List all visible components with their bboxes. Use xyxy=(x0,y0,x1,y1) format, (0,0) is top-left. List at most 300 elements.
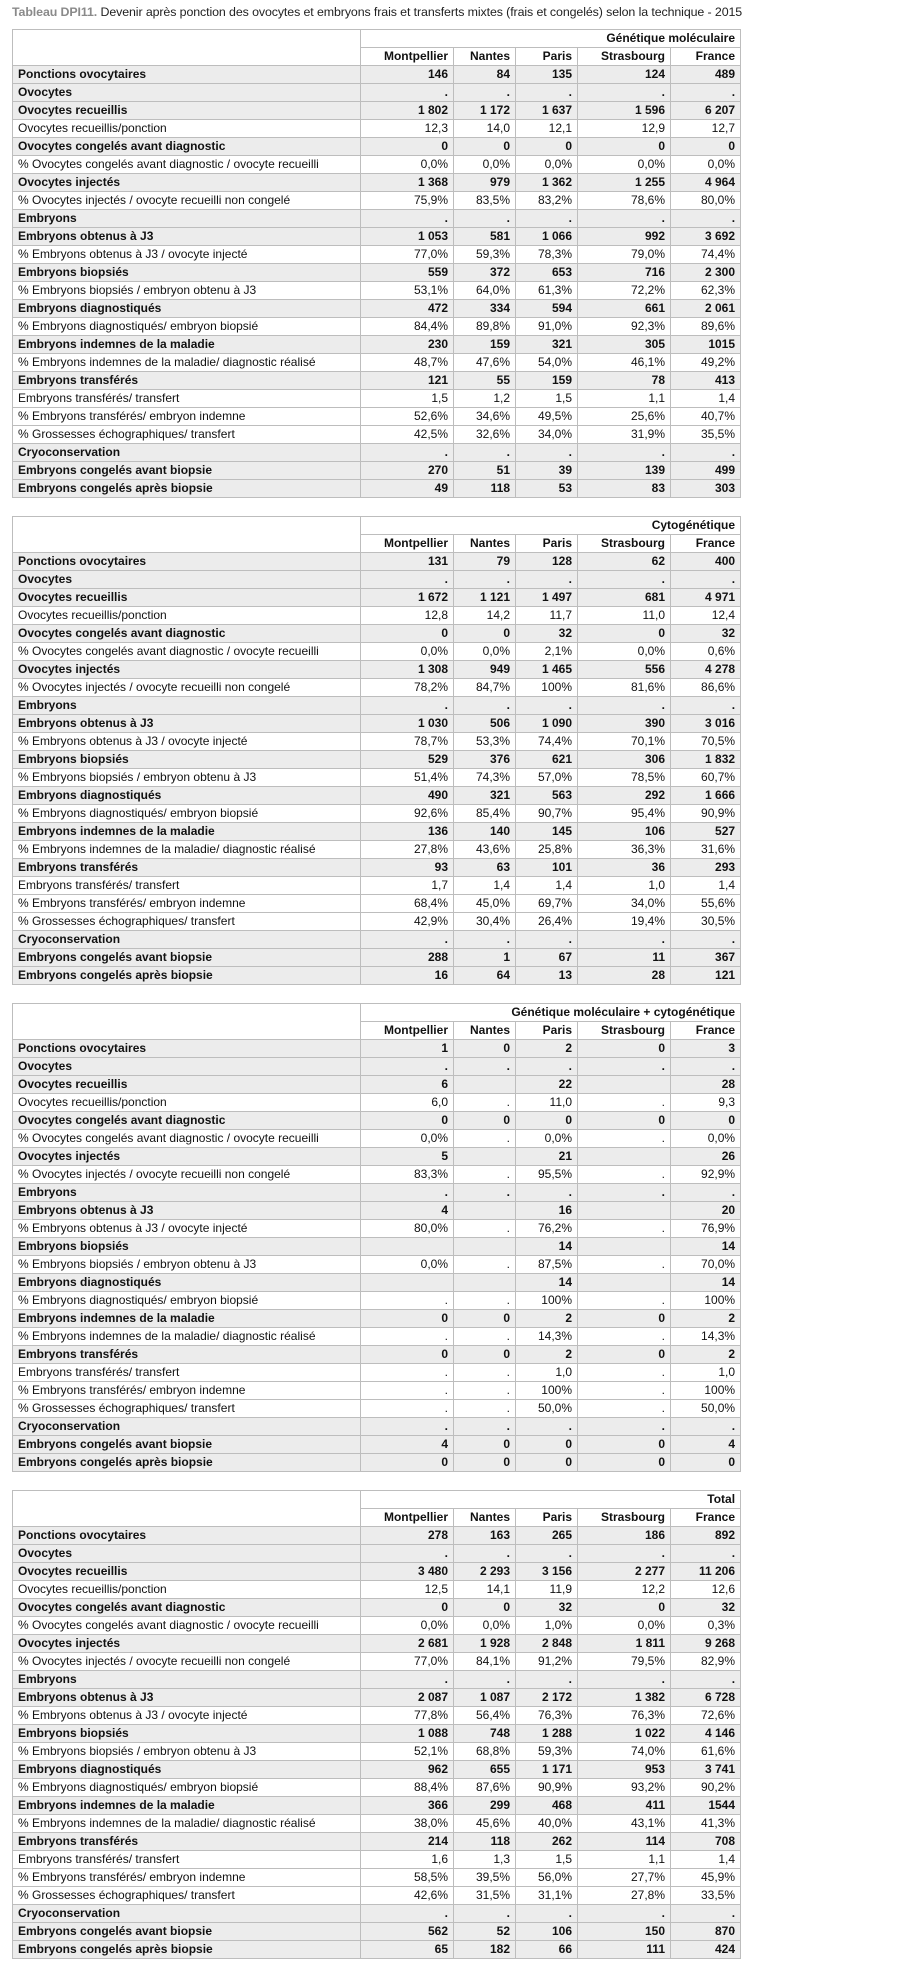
cell-value: 1 288 xyxy=(516,1725,578,1743)
cell-value: 621 xyxy=(516,751,578,769)
cell-value: 1,0 xyxy=(671,1364,741,1382)
cell-value: 25,6% xyxy=(578,408,671,426)
cell-value: . xyxy=(454,444,516,462)
cell-value: 4 xyxy=(671,1436,741,1454)
cell-value: 1 030 xyxy=(361,715,454,733)
row-label: % Embryons transférés/ embryon indemne xyxy=(13,895,361,913)
cell-value: . xyxy=(516,84,578,102)
column-header: Montpellier xyxy=(361,1509,454,1527)
cell-value: . xyxy=(516,1058,578,1076)
table-row xyxy=(13,967,741,985)
table-row xyxy=(13,1581,741,1599)
cell-value: 60,7% xyxy=(671,769,741,787)
cell-value: 9,3 xyxy=(671,1094,741,1112)
row-label: Embryons biopsiés xyxy=(13,751,361,769)
cell-value: 92,6% xyxy=(361,805,454,823)
cell-value: 91,2% xyxy=(516,1653,578,1671)
table-row xyxy=(13,1220,741,1238)
cell-value: 2 061 xyxy=(671,300,741,318)
cell-value: 31,9% xyxy=(578,426,671,444)
table-row xyxy=(13,1653,741,1671)
column-header: Strasbourg xyxy=(578,48,671,66)
cell-value: 6 207 xyxy=(671,102,741,120)
cell-value: 27,8% xyxy=(578,1887,671,1905)
cell-value: 413 xyxy=(671,372,741,390)
cell-value: 40,7% xyxy=(671,408,741,426)
cell-value: 14 xyxy=(671,1238,741,1256)
row-label: % Embryons diagnostiqués/ embryon biopsié xyxy=(13,1292,361,1310)
cell-value: 42,6% xyxy=(361,1887,454,1905)
row-label: % Embryons obtenus à J3 / ovocyte injecté xyxy=(13,1220,361,1238)
cell-value: . xyxy=(454,1545,516,1563)
cell-value: 75,9% xyxy=(361,192,454,210)
cell-value: 53,3% xyxy=(454,733,516,751)
cell-value: 80,0% xyxy=(361,1220,454,1238)
row-label: % Embryons indemnes de la maladie/ diagnostic réalisé xyxy=(13,1328,361,1346)
cell-value: . xyxy=(454,1130,516,1148)
cell-value: 472 xyxy=(361,300,454,318)
row-label: Embryons xyxy=(13,1671,361,1689)
cell-value: 139 xyxy=(578,462,671,480)
cell-value: . xyxy=(361,1400,454,1418)
cell-value: 26,4% xyxy=(516,913,578,931)
cell-value: 140 xyxy=(454,823,516,841)
cell-value: . xyxy=(361,1382,454,1400)
row-label: Embryons transférés xyxy=(13,1833,361,1851)
cell-value: 32 xyxy=(516,625,578,643)
table-row xyxy=(13,156,741,174)
cell-value: 661 xyxy=(578,300,671,318)
cell-value: 49 xyxy=(361,480,454,498)
cell-value: 5 xyxy=(361,1148,454,1166)
cell-value: . xyxy=(578,444,671,462)
cell-value: 124 xyxy=(578,66,671,84)
table-row xyxy=(13,733,741,751)
cell-value: . xyxy=(671,84,741,102)
cell-value: 265 xyxy=(516,1527,578,1545)
cell-value: 0 xyxy=(516,1436,578,1454)
table-row xyxy=(13,1761,741,1779)
cell-value: 111 xyxy=(578,1941,671,1959)
cell-value: 52,6% xyxy=(361,408,454,426)
cell-value: 80,0% xyxy=(671,192,741,210)
cell-value: 0,0% xyxy=(516,1130,578,1148)
cell-value: 53,1% xyxy=(361,282,454,300)
cell-value xyxy=(454,1238,516,1256)
cell-value: 563 xyxy=(516,787,578,805)
cell-value: 50,0% xyxy=(516,1400,578,1418)
cell-value: 89,8% xyxy=(454,318,516,336)
table-genetique-moleculaire xyxy=(12,29,741,498)
table-row xyxy=(13,1617,741,1635)
table-row xyxy=(13,1310,741,1328)
row-label: % Embryons obtenus à J3 / ovocyte injecté xyxy=(13,246,361,264)
cell-value: 0,0% xyxy=(361,1130,454,1148)
cell-value: 0 xyxy=(578,1040,671,1058)
cell-value: 0,0% xyxy=(578,156,671,174)
cell-value: . xyxy=(361,1292,454,1310)
cell-value: 424 xyxy=(671,1941,741,1959)
cell-value: 499 xyxy=(671,462,741,480)
row-label: Ovocytes xyxy=(13,1545,361,1563)
cell-value: 31,5% xyxy=(454,1887,516,1905)
cell-value: 81,6% xyxy=(578,679,671,697)
cell-value: 1 xyxy=(361,1040,454,1058)
cell-value: 76,2% xyxy=(516,1220,578,1238)
row-label: Embryons obtenus à J3 xyxy=(13,228,361,246)
cell-value: 78 xyxy=(578,372,671,390)
section-title-row xyxy=(13,1491,741,1509)
cell-value: 56,0% xyxy=(516,1869,578,1887)
cell-value: 52 xyxy=(454,1923,516,1941)
cell-value: 14,2 xyxy=(454,607,516,625)
cell-value: . xyxy=(454,1400,516,1418)
cell-value: 655 xyxy=(454,1761,516,1779)
cell-value: 32 xyxy=(516,1599,578,1617)
row-label: Ovocytes recueillis xyxy=(13,1076,361,1094)
cell-value: 1 362 xyxy=(516,174,578,192)
cell-value: 0,0% xyxy=(578,643,671,661)
cell-value: 33,5% xyxy=(671,1887,741,1905)
column-header: Nantes xyxy=(454,1509,516,1527)
cell-value: 0 xyxy=(516,138,578,156)
cell-value: . xyxy=(671,1545,741,1563)
cell-value: 1,0 xyxy=(578,877,671,895)
cell-value: 25,8% xyxy=(516,841,578,859)
table-row xyxy=(13,787,741,805)
cell-value: . xyxy=(454,1184,516,1202)
cell-value: 292 xyxy=(578,787,671,805)
cell-value: 88,4% xyxy=(361,1779,454,1797)
cell-value: 1 053 xyxy=(361,228,454,246)
cell-value: 27,8% xyxy=(361,841,454,859)
cell-value: . xyxy=(578,210,671,228)
cell-value: 3 741 xyxy=(671,1761,741,1779)
cell-value: 48,7% xyxy=(361,354,454,372)
cell-value: 1544 xyxy=(671,1797,741,1815)
cell-value: . xyxy=(361,1905,454,1923)
cell-value: 6,0 xyxy=(361,1094,454,1112)
cell-value: 2 087 xyxy=(361,1689,454,1707)
cell-value: . xyxy=(516,931,578,949)
cell-value: . xyxy=(516,1545,578,1563)
cell-value: 1 087 xyxy=(454,1689,516,1707)
row-label: Embryons transférés xyxy=(13,1346,361,1364)
row-label: Embryons transférés/ transfert xyxy=(13,877,361,895)
row-label: Embryons congelés après biopsie xyxy=(13,480,361,498)
cell-value: 1,5 xyxy=(516,1851,578,1869)
cell-value: 87,5% xyxy=(516,1256,578,1274)
cell-value: 45,0% xyxy=(454,895,516,913)
row-label: Embryons congelés après biopsie xyxy=(13,1941,361,1959)
cell-value: 390 xyxy=(578,715,671,733)
table-row xyxy=(13,1238,741,1256)
table-row xyxy=(13,571,741,589)
cell-value: 2 xyxy=(516,1310,578,1328)
row-label: Embryons diagnostiqués xyxy=(13,787,361,805)
cell-value: 1 802 xyxy=(361,102,454,120)
cell-value: 13 xyxy=(516,967,578,985)
table-row xyxy=(13,246,741,264)
cell-value: 34,6% xyxy=(454,408,516,426)
cell-value: 1 xyxy=(454,949,516,967)
row-label: Ovocytes recueillis/ponction xyxy=(13,1094,361,1112)
section-title-row xyxy=(13,517,741,535)
column-header: Nantes xyxy=(454,48,516,66)
cell-value: 64,0% xyxy=(454,282,516,300)
cell-value: 0,0% xyxy=(671,156,741,174)
section-title-row xyxy=(13,30,741,48)
row-label: % Embryons biopsiés / embryon obtenu à J3 xyxy=(13,1256,361,1274)
row-label: Cryoconservation xyxy=(13,1905,361,1923)
cell-value: 372 xyxy=(454,264,516,282)
cell-value: . xyxy=(454,1905,516,1923)
cell-value: 14 xyxy=(516,1238,578,1256)
table-row xyxy=(13,120,741,138)
row-label: Ovocytes xyxy=(13,571,361,589)
cell-value: . xyxy=(454,1220,516,1238)
table-row xyxy=(13,1635,741,1653)
cell-value: 1 672 xyxy=(361,589,454,607)
cell-value: . xyxy=(454,697,516,715)
cell-value: 59,3% xyxy=(454,246,516,264)
cell-value: 65 xyxy=(361,1941,454,1959)
cell-value: 72,2% xyxy=(578,282,671,300)
cell-value: 14,1 xyxy=(454,1581,516,1599)
cell-value: 562 xyxy=(361,1923,454,1941)
cell-value: 0 xyxy=(454,1454,516,1472)
header-empty-cell xyxy=(13,517,361,553)
cell-value: 953 xyxy=(578,1761,671,1779)
table-row xyxy=(13,769,741,787)
row-label: Embryons congelés après biopsie xyxy=(13,967,361,985)
cell-value: 26 xyxy=(671,1148,741,1166)
cell-value: 0 xyxy=(361,1112,454,1130)
cell-value xyxy=(578,1202,671,1220)
cell-value: 31,1% xyxy=(516,1887,578,1905)
cell-value: 556 xyxy=(578,661,671,679)
cell-value: . xyxy=(578,1328,671,1346)
cell-value: 376 xyxy=(454,751,516,769)
column-header: Montpellier xyxy=(361,535,454,553)
cell-value: 83,5% xyxy=(454,192,516,210)
cell-value: 16 xyxy=(516,1202,578,1220)
cell-value: 31,6% xyxy=(671,841,741,859)
cell-value: 0 xyxy=(454,138,516,156)
column-header: Nantes xyxy=(454,1022,516,1040)
row-label: Embryons indemnes de la maladie xyxy=(13,823,361,841)
table-row xyxy=(13,625,741,643)
cell-value: 63 xyxy=(454,859,516,877)
cell-value: 0,0% xyxy=(516,156,578,174)
cell-value: 0 xyxy=(578,1112,671,1130)
row-label: % Ovocytes injectés / ovocyte recueilli non congelé xyxy=(13,679,361,697)
cell-value: . xyxy=(578,1905,671,1923)
cell-value: 1,4 xyxy=(516,877,578,895)
cell-value: 121 xyxy=(361,372,454,390)
cell-value: 0,0% xyxy=(361,643,454,661)
row-label: Cryoconservation xyxy=(13,931,361,949)
cell-value: 49,2% xyxy=(671,354,741,372)
cell-value: 529 xyxy=(361,751,454,769)
cell-value: 159 xyxy=(516,372,578,390)
cell-value: 3 016 xyxy=(671,715,741,733)
cell-value: . xyxy=(361,210,454,228)
row-label: Embryons transférés/ transfert xyxy=(13,1364,361,1382)
cell-value: . xyxy=(516,1418,578,1436)
cell-value: 230 xyxy=(361,336,454,354)
row-label: Embryons indemnes de la maladie xyxy=(13,336,361,354)
row-label: % Grossesses échographiques/ transfert xyxy=(13,1887,361,1905)
cell-value: 70,5% xyxy=(671,733,741,751)
cell-value: . xyxy=(454,1364,516,1382)
cell-value: . xyxy=(454,571,516,589)
table-row xyxy=(13,1040,741,1058)
cell-value: 70,1% xyxy=(578,733,671,751)
column-header: France xyxy=(671,1022,741,1040)
cell-value: 1,0% xyxy=(516,1617,578,1635)
column-header: France xyxy=(671,1509,741,1527)
row-label: % Ovocytes congelés avant diagnostic / ovocyte recueilli xyxy=(13,1130,361,1148)
cell-value: 85,4% xyxy=(454,805,516,823)
cell-value: 78,7% xyxy=(361,733,454,751)
table-row xyxy=(13,931,741,949)
cell-value: 14,3% xyxy=(516,1328,578,1346)
table-row xyxy=(13,715,741,733)
cell-value: 145 xyxy=(516,823,578,841)
cell-value: 506 xyxy=(454,715,516,733)
cell-value: 100% xyxy=(671,1292,741,1310)
cell-value: 0,0% xyxy=(671,1130,741,1148)
cell-value: 27,7% xyxy=(578,1869,671,1887)
row-label: Ponctions ovocytaires xyxy=(13,1040,361,1058)
cell-value: 0 xyxy=(361,138,454,156)
row-label: Embryons diagnostiqués xyxy=(13,1274,361,1292)
cell-value xyxy=(578,1148,671,1166)
cell-value: 12,2 xyxy=(578,1581,671,1599)
cell-value xyxy=(578,1238,671,1256)
cell-value: . xyxy=(671,697,741,715)
cell-value: 14 xyxy=(516,1274,578,1292)
cell-value: 468 xyxy=(516,1797,578,1815)
row-label: Ponctions ovocytaires xyxy=(13,553,361,571)
table-cytogenetique xyxy=(12,516,741,985)
table-row xyxy=(13,228,741,246)
row-label: Embryons congelés avant biopsie xyxy=(13,1436,361,1454)
table-row xyxy=(13,1256,741,1274)
cell-value: 68,8% xyxy=(454,1743,516,1761)
cell-value: 41,3% xyxy=(671,1815,741,1833)
table-row xyxy=(13,84,741,102)
cell-value: 36,3% xyxy=(578,841,671,859)
cell-value: 35,5% xyxy=(671,426,741,444)
table-row xyxy=(13,661,741,679)
cell-value: . xyxy=(361,1184,454,1202)
table-row xyxy=(13,1689,741,1707)
cell-value: 150 xyxy=(578,1923,671,1941)
cell-value: 366 xyxy=(361,1797,454,1815)
table-row xyxy=(13,841,741,859)
cell-value: 12,6 xyxy=(671,1581,741,1599)
cell-value: 11,9 xyxy=(516,1581,578,1599)
cell-value: 90,9% xyxy=(671,805,741,823)
row-label: % Embryons obtenus à J3 / ovocyte injecté xyxy=(13,1707,361,1725)
cell-value: 1,1 xyxy=(578,1851,671,1869)
column-header: Strasbourg xyxy=(578,1509,671,1527)
cell-value: 1,4 xyxy=(671,877,741,895)
cell-value: 4 964 xyxy=(671,174,741,192)
cell-value: . xyxy=(361,1671,454,1689)
cell-value: 1 465 xyxy=(516,661,578,679)
row-label: % Embryons indemnes de la maladie/ diagnostic réalisé xyxy=(13,841,361,859)
row-label: Embryons biopsiés xyxy=(13,1725,361,1743)
cell-value: 4 146 xyxy=(671,1725,741,1743)
table-row xyxy=(13,1671,741,1689)
cell-value: 87,6% xyxy=(454,1779,516,1797)
section-title: Génétique moléculaire xyxy=(361,30,741,48)
table-number: Tableau DPI11. xyxy=(12,5,98,19)
row-label: % Grossesses échographiques/ transfert xyxy=(13,913,361,931)
cell-value: 135 xyxy=(516,66,578,84)
table-row xyxy=(13,1418,741,1436)
table-total xyxy=(12,1490,741,1959)
column-header: Paris xyxy=(516,535,578,553)
row-label: % Embryons biopsiés / embryon obtenu à J3 xyxy=(13,1743,361,1761)
header-empty-cell xyxy=(13,1491,361,1527)
cell-value: . xyxy=(454,210,516,228)
cell-value: 0 xyxy=(516,1454,578,1472)
cell-value: . xyxy=(671,1418,741,1436)
cell-value: 43,6% xyxy=(454,841,516,859)
header-empty-cell xyxy=(13,30,361,66)
cell-value: 79,0% xyxy=(578,246,671,264)
row-label: Ponctions ovocytaires xyxy=(13,66,361,84)
cell-value: . xyxy=(516,1905,578,1923)
cell-value: 1,5 xyxy=(361,390,454,408)
cell-value: 78,5% xyxy=(578,769,671,787)
cell-value: 67 xyxy=(516,949,578,967)
row-label: Embryons xyxy=(13,697,361,715)
cell-value: 1015 xyxy=(671,336,741,354)
row-label: Ovocytes xyxy=(13,1058,361,1076)
cell-value: . xyxy=(578,571,671,589)
table-row xyxy=(13,426,741,444)
row-label: Embryons diagnostiqués xyxy=(13,1761,361,1779)
row-label: % Ovocytes injectés / ovocyte recueilli non congelé xyxy=(13,1653,361,1671)
cell-value: 0 xyxy=(361,1599,454,1617)
table-row xyxy=(13,1076,741,1094)
cell-value: 11 206 xyxy=(671,1563,741,1581)
row-label: Ovocytes injectés xyxy=(13,1148,361,1166)
table-row xyxy=(13,1743,741,1761)
table-row xyxy=(13,1869,741,1887)
cell-value: . xyxy=(578,1545,671,1563)
cell-value: 1 121 xyxy=(454,589,516,607)
cell-value: 1,6 xyxy=(361,1851,454,1869)
row-label: Embryons congelés avant biopsie xyxy=(13,1923,361,1941)
cell-value: 0,0% xyxy=(454,643,516,661)
row-label: % Embryons transférés/ embryon indemne xyxy=(13,1869,361,1887)
cell-value: 49,5% xyxy=(516,408,578,426)
cell-value: 11,0 xyxy=(578,607,671,625)
cell-value: 34,0% xyxy=(578,895,671,913)
cell-value: 1 022 xyxy=(578,1725,671,1743)
cell-value: . xyxy=(578,1418,671,1436)
row-label: Ovocytes congelés avant diagnostic xyxy=(13,625,361,643)
cell-value: 581 xyxy=(454,228,516,246)
row-label: Embryons obtenus à J3 xyxy=(13,1689,361,1707)
cell-value: 1,1 xyxy=(578,390,671,408)
